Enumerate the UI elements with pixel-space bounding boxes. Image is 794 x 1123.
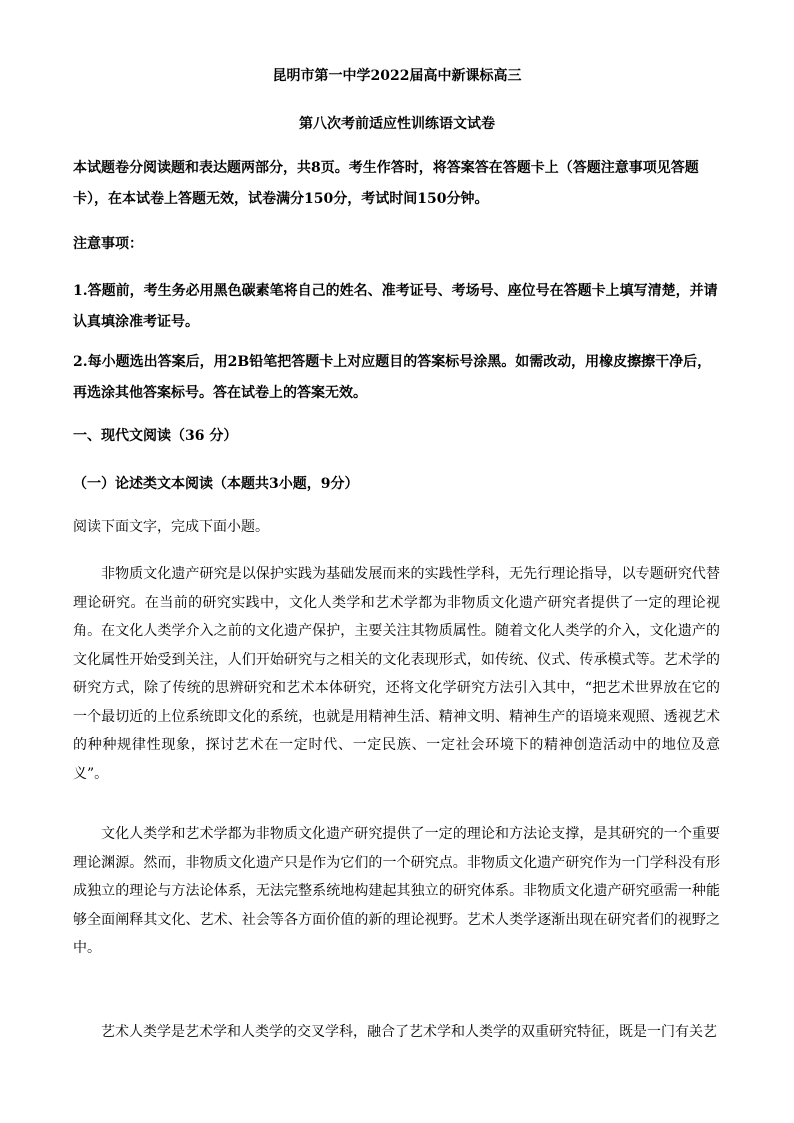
subsection-heading: （一）论述类文本阅读（本题共3小题，9分） (73, 476, 359, 492)
passage-paragraph-1: 非物质文化遗产研究是以保护实践为基础发展而来的实践性学科，无先行理论指导，以专题研究代替理论研究。在当前的研究实践中，文化人类学和艺术学都为非物质文化遗产研究者提供了一定的理论视角。在文化人类学介入之前的文化遗产保护，主要关注其物质属性。随着文化人类学的介入，文化遗产的文化属性开始受到关注，人们开始研究与之相关的文化表现形式，如传统、仪式、传承模式等。艺术学的研究方式，除了传统的思辨研究和艺术本体研究，还将文化学研究方法引入其中，“把艺术世界放在它的一个最切近的上位系统即文化的系统，也就是用精神生活、精神文明、精神生产的语境来观照、透视艺术的种种规律性现象，探讨艺术在一定时代、一定民族、一定社会环境下的精神创造活动中的地位及意义”。 (73, 566, 720, 782)
exam-title-line-1: 昆明市第一中学2022届高中新课标高三 (272, 68, 522, 84)
exam-intro: 本试题卷分阅读题和表达题两部分，共8页。考生作答时，将答案答在答题卡上（答题注意事项见答题卡），在本试卷上答题无效，试卷满分150分，考试时间150分钟。 (73, 160, 699, 207)
exam-title-line-2: 第八次考前适应性训练语文试卷 (299, 116, 495, 132)
notice-item-1: 1.答题前，考生务必用黑色碳素笔将自己的姓名、准考证号、考场号、座位号在答题卡上填写清楚，并请认真填涂准考证号。 (73, 283, 718, 330)
reading-instruction: 阅读下面文字，完成下面小题。 (73, 519, 269, 535)
section-heading: 一、现代文阅读（36 分） (73, 428, 238, 444)
passage-paragraph-3: 艺术人类学是艺术学和人类学的交叉学科，融合了艺术学和人类学的双重研究特征，既是一门有关艺 (101, 1024, 717, 1040)
notice-heading: 注意事项： (73, 236, 143, 252)
notice-item-2: 2.每小题选出答案后，用2B铅笔把答题卡上对应题目的答案标号涂黑。如需改动，用橡皮擦擦干净后，再选涂其他答案标号。答在试卷上的答案无效。 (73, 354, 712, 401)
passage-paragraph-2: 文化人类学和艺术学都为非物质文化遗产研究提供了一定的理论和方法论支撑，是其研究的一个重要理论渊源。然而，非物质文化遗产只是作为它们的一个研究点。非物质文化遗产研究作为一门学科没有形成独立的理论与方法论体系，无法完整系统地构建起其独立的研究体系。非物质文化遗产研究亟需一种能够全面阐释其文化、艺术、社会等各方面价值的新的理论视野。艺术人类学逐渐出现在研究者们的视野之中。 (73, 826, 720, 956)
